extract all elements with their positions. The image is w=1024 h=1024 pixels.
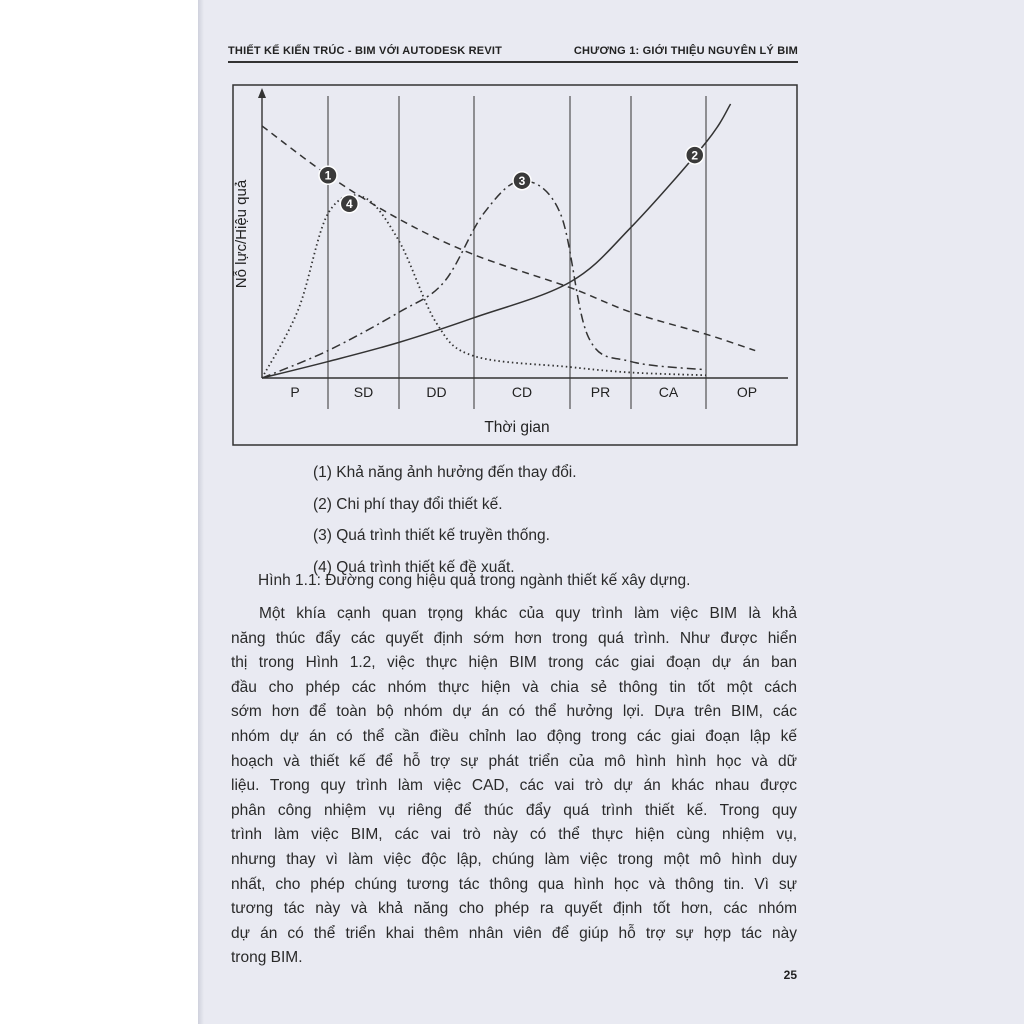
- header-chapter-title: CHƯƠNG 1: GIỚI THIỆU NGUYÊN LÝ BIM: [573, 45, 798, 57]
- curve-1: [262, 126, 755, 351]
- legend-item-1: (1) Khả năng ảnh hưởng đến thay đổi.: [313, 464, 577, 481]
- figure-caption: Hình 1.1: Đường cong hiệu quả trong ngành thiết kế xây dựng.: [258, 572, 691, 589]
- text-line: liệu. Trong quy trình làm việc CAD, các vai trò dự án khác nhau được: [231, 777, 797, 795]
- text-line: nhất, cho phép chúng tương tác thông qua hình học và thông tin. Vì sự: [231, 875, 797, 893]
- left-margin: [0, 0, 198, 1024]
- x-axis-label: Thời gian: [484, 419, 550, 436]
- marker-1-label: 1: [324, 168, 332, 183]
- page-number: 25: [783, 968, 797, 982]
- curve-markers: [319, 146, 704, 213]
- phase-label-ca: CA: [658, 384, 679, 400]
- text-line: trình làm việc BIM, các vai trò này có thể thực hiện cùng nhiệm vụ,: [231, 826, 797, 844]
- header-rule: [228, 61, 798, 63]
- phase-label-op: OP: [736, 384, 758, 400]
- phase-label-pr: PR: [590, 384, 611, 400]
- text-line: hoạch và thiết kế để hỗ trợ sự phát triển của mô hình hình học và dữ: [231, 752, 797, 770]
- header-book-title: THIẾT KẾ KIẾN TRÚC - BIM VỚI AUTODESK REVIT: [228, 45, 503, 57]
- phase-label-p: P: [290, 384, 300, 400]
- marker-2-label: 2: [691, 148, 699, 163]
- chart-series: [262, 104, 755, 378]
- curve-3: [262, 181, 706, 378]
- curve-4: [262, 195, 706, 378]
- figure-legend: [313, 457, 773, 583]
- phase-labels: [290, 384, 757, 400]
- curve-2: [262, 104, 731, 378]
- figure-effort-curve: [232, 84, 798, 446]
- text-line: thị trong Hình 1.2, việc thực hiện BIM trong các giai đoạn dự án ban: [231, 654, 797, 672]
- text-line: đầu cho phép các nhóm thực hiện và chia sẻ thông tin tốt một cách: [231, 678, 797, 696]
- legend-item-3: (3) Quá trình thiết kế truyền thống.: [313, 527, 550, 544]
- y-axis-arrow-icon: [258, 88, 266, 98]
- text-line: trong BIM.: [231, 949, 303, 967]
- y-axis-label: Nỗ lực/Hiệu quả: [233, 179, 250, 289]
- text-line: năng thúc đẩy các quyết định sớm hơn trong quá trình. Như được hiển: [231, 629, 797, 647]
- text-line: phân công nhiệm vụ riêng để thúc đẩy quá trình thiết kế. Trong quy: [231, 801, 797, 819]
- marker-3-label: 3: [518, 174, 526, 189]
- text-line: nhóm dự án có thể cần điều chỉnh lao động trong các giai đoạn lập kế: [231, 727, 797, 745]
- marker-4-label: 4: [345, 197, 353, 212]
- page-edge-shadow: [198, 0, 204, 1024]
- phase-label-cd: CD: [511, 384, 533, 400]
- body-paragraph: [231, 602, 797, 971]
- text-line: dự án có thể triển khai thêm nhân viên để giúp hỗ trợ sự hợp tác này: [231, 924, 797, 942]
- text-line: Một khía cạnh quan trọng khác của quy trình làm việc BIM là khả: [259, 605, 797, 622]
- phase-label-sd: SD: [353, 384, 374, 400]
- phase-dividers: [328, 96, 706, 409]
- text-line: tương tác này và khả năng cho phép ra quyết định tốt hơn, các nhóm: [231, 900, 797, 918]
- text-line: sớm hơn để toàn bộ nhóm dự án có thể hưởng lợi. Dựa trên BIM, các: [231, 703, 797, 721]
- phase-label-dd: DD: [426, 384, 447, 400]
- effort-curve-chart: [232, 84, 798, 446]
- text-line: nhưng thay vì làm việc độc lập, chúng làm việc trong một mô hình duy: [231, 850, 797, 868]
- legend-item-2: (2) Chi phí thay đổi thiết kế.: [313, 495, 503, 513]
- legend-item-4: (4) Quá trình thiết kế đề xuất.: [313, 558, 515, 576]
